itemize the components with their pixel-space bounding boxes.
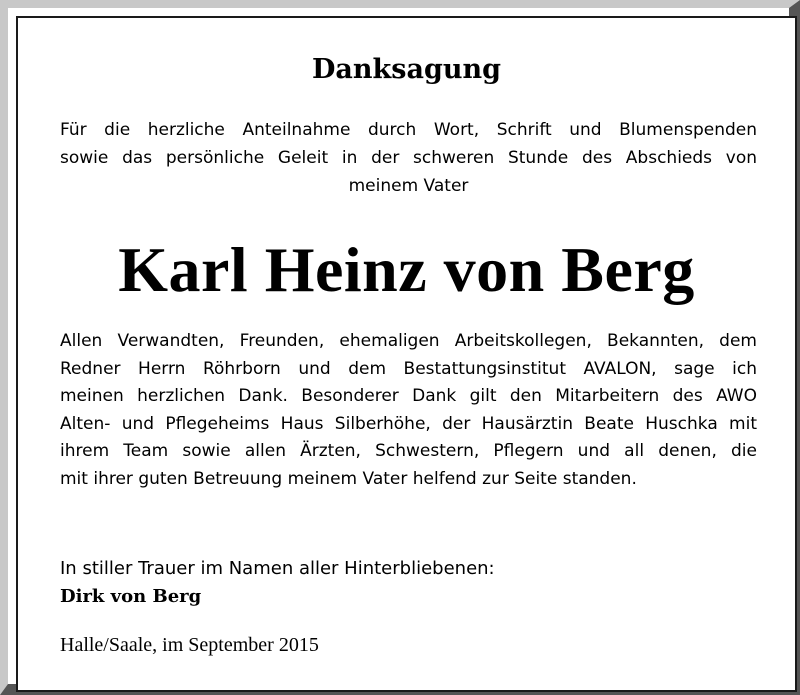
thanks-line: Redner Herrn Röhrborn und dem Bestattungsinstitut AVALON, sage ich: [60, 358, 757, 379]
notice-heading: Danksagung: [312, 54, 501, 85]
notice-card: [16, 16, 797, 692]
thanks-line: meinen herzlichen Dank. Besonderer Dank gilt den Mitarbeitern des AWO: [60, 386, 757, 406]
place-date: Halle/Saale, im September 2015: [60, 634, 319, 656]
signer-name: Dirk von Berg: [60, 586, 202, 607]
thanks-paragraph: [60, 328, 757, 493]
thanks-line: ihrem Team sowie allen Ärzten, Schwestern, Pflegern und all denen, die: [60, 441, 757, 461]
thanks-line: Allen Verwandten, Freunden, ehemaligen Arbeitskollegen, Bekannten, dem: [60, 331, 757, 351]
intro-line: meinem Vater: [348, 176, 469, 196]
thanks-line: mit ihrer guten Betreuung meinem Vater helfend zur Seite standen.: [60, 468, 637, 489]
thanks-line: Alten- und Pflegeheims Haus Silberhöhe, der Hausärztin Beate Huschka mit: [60, 413, 757, 434]
intro-line: Für die herzliche Anteilnahme durch Wort, Schrift und Blumenspenden: [60, 120, 757, 140]
intro-paragraph: [60, 116, 757, 200]
deceased-name: Karl Heinz von Berg: [118, 234, 695, 305]
intro-line: sowie das persönliche Geleit in der schweren Stunde des Abschieds von: [60, 148, 757, 168]
mourning-line: In stiller Trauer im Namen aller Hinterbliebenen:: [60, 558, 495, 579]
